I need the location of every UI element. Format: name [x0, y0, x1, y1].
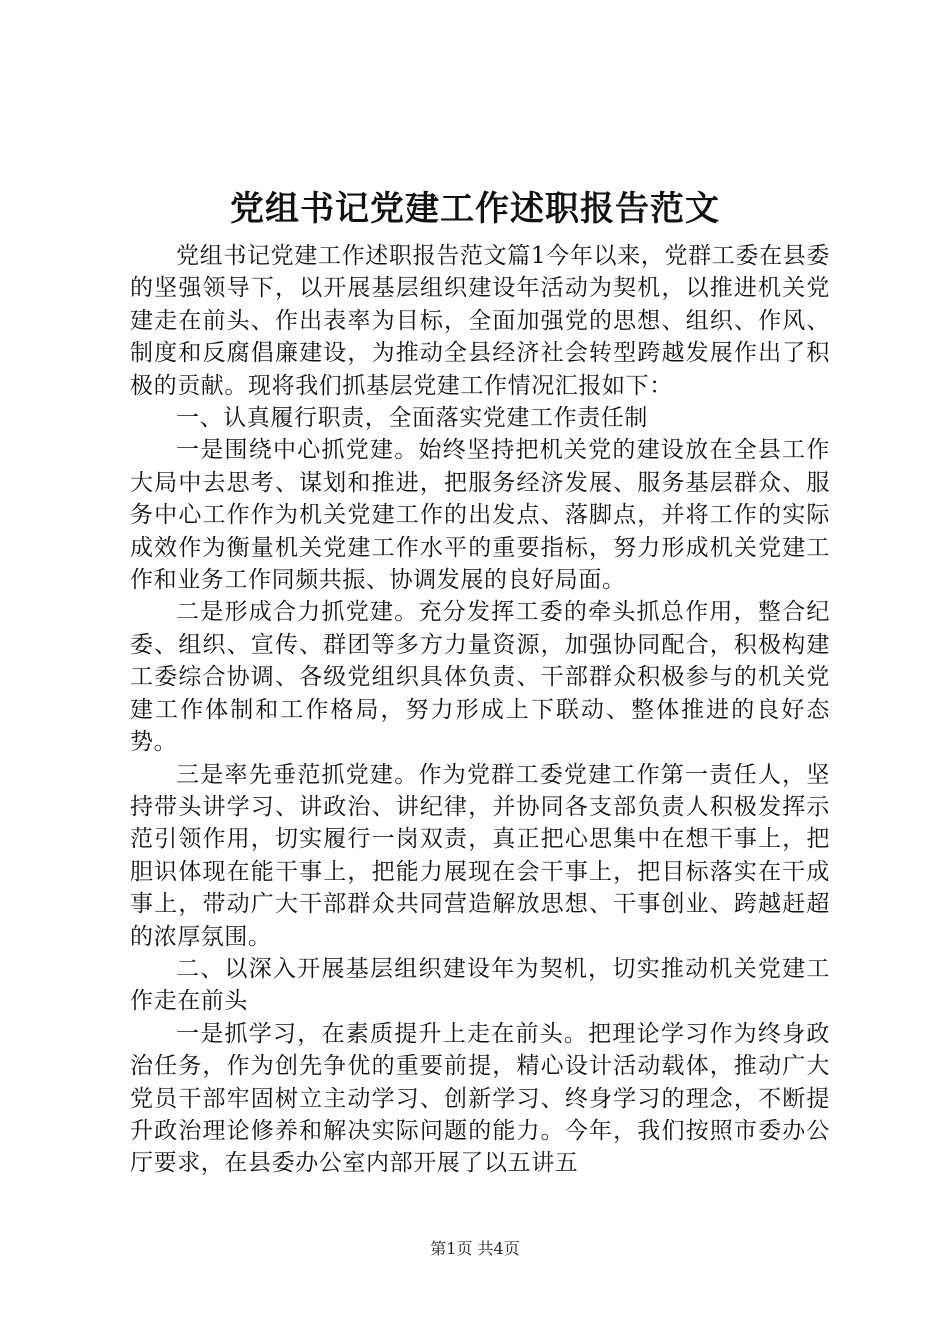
- section-heading: 二、以深入开展基层组织建设年为契机，切实推动机关党建工作走在前头: [130, 955, 830, 1015]
- document-title: 党组书记党建工作述职报告范文: [230, 189, 720, 229]
- section-heading: 一、认真履行职责，全面落实党建工作责任制: [176, 405, 648, 432]
- body-paragraph: 一是抓学习，在素质提升上走在前头。把理论学习作为终身政治任务，作为创先争优的重要前提，精心设计活动载体，推动广大党员干部牢固树立主动学习、创新学习、终身学习的理念，不断提升政治理论修养和解决实际问题的能力。今年，我们按照市委办公厅要求，在县委办公室内部开展了以五讲五: [130, 1020, 830, 1177]
- body-paragraph: 党组书记党建工作述职报告范文篇1今年以来，党群工委在县委的坚强领导下，以开展基层组织建设年活动为契机，以推进机关党建走在前头、作出表率为目标，全面加强党的思想、组织、作风、制度和反腐倡廉建设，为推动全县经济社会转型跨越发展作出了积极的贡献。现将我们抓基层党建工作情况汇报如下：: [130, 243, 830, 399]
- body-paragraph: 二是形成合力抓党建。充分发挥工委的牵头抓总作用，整合纪委、组织、宣传、群团等多方力量资源，加强协同配合，积极构建工委综合协调、各级党组织具体负责、干部群众积极参与的机关党建工作体制和工作格局，努力形成上下联动、整体推进的良好态势。: [130, 599, 830, 756]
- document-body: [130, 240, 830, 1180]
- body-paragraph: 一是围绕中心抓党建。始终坚持把机关党的建设放在全县工作大局中去思考、谋划和推进，把服务经济发展、服务基层群众、服务中心工作作为机关党建工作的出发点、落脚点，并将工作的实际成效作为衡量机关党建工作水平的重要指标，努力形成机关党建工作和业务工作同频共振、协调发展的良好局面。: [130, 437, 830, 594]
- page-number-footer: 第1页 共4页: [430, 1239, 520, 1258]
- body-paragraph: 三是率先垂范抓党建。作为党群工委党建工作第一责任人，坚持带头讲学习、讲政治、讲纪律，并协同各支部负责人积极发挥示范引领作用，切实履行一岗双责，真正把心思集中在想干事上，把胆识体现在能干事上，把能力展现在会干事上，把目标落实在干成事上，带动广大干部群众共同营造解放思想、干事创业、跨越赶超的浓厚氛围。: [130, 761, 830, 950]
